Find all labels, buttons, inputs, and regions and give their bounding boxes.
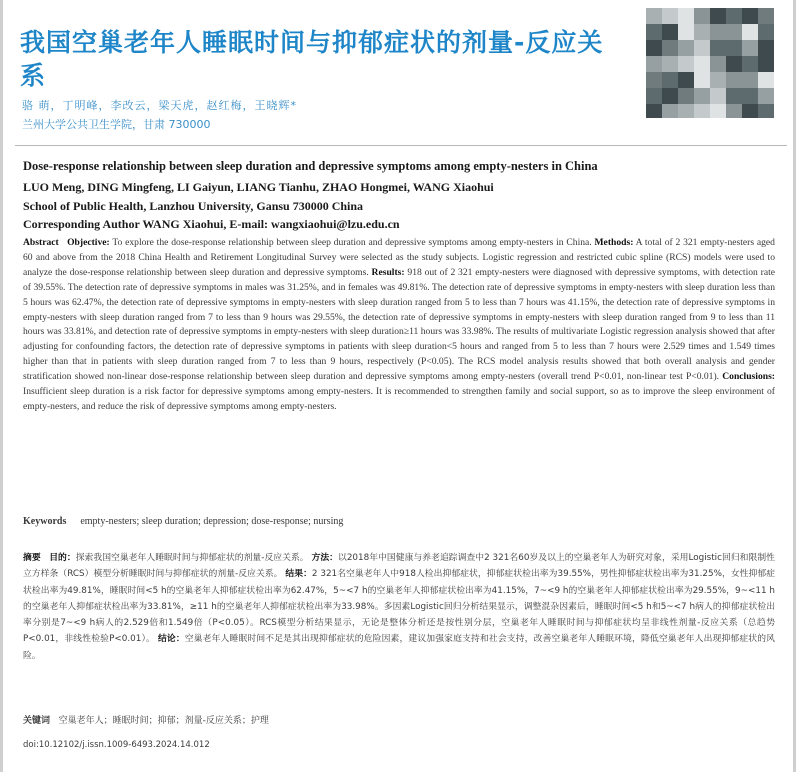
section-divider <box>15 145 787 146</box>
conclusions-label: Conclusions: <box>722 371 775 383</box>
paper-title: 我国空巢老年人睡眠时间与抑郁症状的剂量-反应关系 <box>20 28 604 90</box>
qr-code-cell <box>758 40 774 56</box>
qr-code-cell <box>726 24 742 40</box>
qr-code-cell <box>678 24 694 40</box>
qr-code-cell <box>662 104 678 118</box>
methods-label: Methods: <box>594 237 634 248</box>
qr-code-cell <box>710 104 726 118</box>
qr-code-cell <box>710 88 726 104</box>
english-keywords <box>23 516 343 527</box>
qr-code-cell <box>742 8 758 24</box>
qr-code-cell <box>662 88 678 104</box>
qr-code-cell <box>710 8 726 24</box>
qr-code-cell <box>646 104 662 118</box>
qr-code-cell <box>710 72 726 88</box>
qr-code-cell <box>726 40 742 56</box>
qr-code-cell <box>742 40 758 56</box>
qr-code-cell <box>646 40 662 56</box>
qr-code-cell <box>742 104 758 118</box>
keywords-text: empty-nesters; sleep duration; depression; dose-response; nursing <box>80 516 344 527</box>
qr-code-cell <box>758 56 774 72</box>
qr-code-cell <box>678 88 694 104</box>
cn-objective-text: 探索我国空巢老年人睡眠时间与抑郁症状的剂量-反应关系。 <box>75 553 309 563</box>
qr-code-cell <box>646 8 662 24</box>
qr-code-cell <box>662 8 678 24</box>
qr-code-cell <box>710 24 726 40</box>
qr-code-cell <box>646 24 662 40</box>
corresponding-author: Corresponding Author WANG Xiaohui, E-mail: wangxiaohui@lzu.edu.cn <box>23 217 400 231</box>
qr-code-cell <box>646 56 662 72</box>
chinese-authors: 骆 萌，丁明峰，李改云，梁天虎，赵红梅，王晓辉* <box>22 99 297 112</box>
qr-code-cell <box>678 56 694 72</box>
qr-code-cell <box>742 88 758 104</box>
qr-code-cell <box>758 8 774 24</box>
qr-code-cell <box>758 88 774 104</box>
qr-code-cell <box>726 56 742 72</box>
cn-objective-label: 目的： <box>49 553 76 563</box>
qr-code-cell <box>726 8 742 24</box>
qr-code-cell <box>662 24 678 40</box>
qr-code-cell <box>758 72 774 88</box>
english-affiliation: School of Public Health, Lanzhou University, Gansu 730000 China <box>23 199 364 213</box>
chinese-affiliation: 兰州大学公共卫生学院，甘肃 730000 <box>22 118 211 131</box>
qr-code-cell <box>758 24 774 40</box>
objective-label: Objective: <box>67 237 110 248</box>
cn-conclusion-text: 空巢老年人睡眠时间不足是其出现抑郁症状的危险因素，建议加强家庭支持和社会支持，改善空巢老年人睡眠环境，降低空巢老年人出现抑郁症状的风险。 <box>23 634 775 661</box>
qr-code-image <box>646 8 774 118</box>
chinese-abstract <box>23 550 775 664</box>
qr-code-cell <box>694 8 710 24</box>
cn-methods-label: 方法： <box>311 553 338 563</box>
methods-text: A total of 2 321 empty-nesters aged 60 and above from the 2018 China Health and Retirement Longitudinal Survey were selected as the study subjects. Logistic regression and restricted cubic spline (RCS) models were used to analyze the dose-response relationship between sleep duration and depressive symptoms. <box>23 237 775 278</box>
results-label: Results: <box>371 266 405 278</box>
qr-code-cell <box>646 88 662 104</box>
qr-code-cell <box>662 56 678 72</box>
qr-code-cell <box>678 104 694 118</box>
cn-keywords-text: 空巢老年人；睡眠时间；抑郁；剂量-反应关系；护理 <box>58 716 269 726</box>
qr-code-cell <box>710 56 726 72</box>
chinese-keywords <box>23 713 269 726</box>
qr-code-cell <box>694 40 710 56</box>
cn-keywords-label: 关键词 <box>23 716 51 726</box>
qr-code-cell <box>710 40 726 56</box>
keywords-label: Keywords <box>23 516 67 527</box>
cn-abstract-label: 摘要 <box>23 553 41 563</box>
qr-code-cell <box>694 56 710 72</box>
qr-code-cell <box>678 8 694 24</box>
doi-line: doi:10.12102/j.issn.1009-6493.2024.14.012 <box>23 740 210 750</box>
qr-code-cell <box>758 104 774 118</box>
cn-results-text: 2 321名空巢老年人中918人检出抑郁症状，抑郁症状检出率为39.55%，男性抑郁症状检出率为31.25%，女性抑郁症状检出率为49.81%，睡眠时间<5 h的空巢老年人抑郁症状检出率为62.47%，5~<7 h的空巢老年人抑郁症状检出率为41.15%，7~<9 h的空巢老年人抑郁症状检出率为29.55%，9~<11 h的空巢老年人抑郁症状检出率为33.81%，≥11 h的空巢老年人抑郁症状检出率为33.98%。多因素Logistic回归分析结果显示，调整混杂因素后，睡眠时间<5 h和5~<7 h病人的抑郁症状检出率分别是7~<9 h病人的2.529倍和1.549倍（P<0.05）。RCS模型分析结果显示，无论是整体分析还是按性别分层，空巢老年人睡眠时间与抑郁症状均呈非线性剂量-反应关系（总趋势P<0.01，非线性检验P<0.01）。 <box>23 569 776 645</box>
qr-code-cell <box>662 40 678 56</box>
qr-code-cell <box>694 72 710 88</box>
english-authors: LUO Meng, DING Mingfeng, LI Gaiyun, LIANG Tianhu, ZHAO Hongmei, WANG Xiaohui <box>23 180 494 194</box>
results-text: 918 out of 2 321 empty-nesters were diagnosed with depressive symptoms, with detection rate of 39.55%. The detection rate of depressive symptoms in males was 31.25%, and in females was 49.81%. The detection rate of depressive symptoms in empty-nesters with sleep duration less than 5 hours was 62.47%, the detection rate of depressive symptoms in empty-nesters with sleep duration ranged from 5 to less than 7 hours was 41.15%, the detection rate of depressive symptoms in empty-nesters with sleep duration ranged from 7 to less than 9 hours was 29.55%, the detection rate of depressive symptoms in empty-nesters with sleep duration ranged from 9 to less than 11 hours was 33.81%, and detection rate of depressive symptoms in empty-nesters with sleep duration≥11 hours was 33.98%. The results of multivariate Logistic regression analysis showed that after adjusting for confounding factors, the detection rate of depressive symptoms in patients with sleep duration<5 hours and ranged from 5 to less than 7 hours were 2.529 times and 1.549 times higher than that in patients with sleep duration ranged from 7 to less than 9 hours, respectively (P<0.05). The RCS model analysis results showed that both overall analysis and gender stratification showed non-linear dose-response relationship between sleep duration and depressive symptoms among empty-nesters (overall trend P<0.01, non-linear test P<0.01). <box>23 266 776 383</box>
qr-code-cell <box>742 56 758 72</box>
qr-code-cell <box>694 88 710 104</box>
english-title: Dose-response relationship between sleep duration and depressive symptoms among empty-nesters in China <box>23 159 598 173</box>
cn-conclusion-label: 结论： <box>157 634 185 645</box>
cn-results-label: 结果： <box>285 569 312 580</box>
abstract-label: Abstract <box>23 237 59 248</box>
qr-code-cell <box>662 72 678 88</box>
qr-code-cell <box>678 40 694 56</box>
conclusions-text: Insufficient sleep duration is a risk factor for depressive symptoms among empty-nesters. It is recommended to strengthen family and social support, so as to improve the sleep environment of empty-nesters, and reduce the risk of depressive symptoms among empty-nesters. <box>23 386 775 412</box>
qr-code-cell <box>694 104 710 118</box>
qr-code-cell <box>726 88 742 104</box>
qr-code-cell <box>742 24 758 40</box>
qr-code-cell <box>678 72 694 88</box>
english-abstract <box>23 236 775 415</box>
qr-code-cell <box>646 72 662 88</box>
qr-code-cell <box>742 72 758 88</box>
cn-methods-text: 以2018年中国健康与养老追踪调查中2 321名60岁及以上的空巢老年人为研究对象，采用Logistic回归和限制性立方样条（RCS）模型分析睡眠时间与抑郁症状的剂量-反应关系。 <box>23 553 775 580</box>
qr-code-cell <box>726 72 742 88</box>
qr-code-cell <box>726 104 742 118</box>
objective-text: To explore the dose-response relationship between sleep duration and depressive symptoms among empty-nesters in China. <box>109 237 592 248</box>
qr-code-cell <box>694 24 710 40</box>
